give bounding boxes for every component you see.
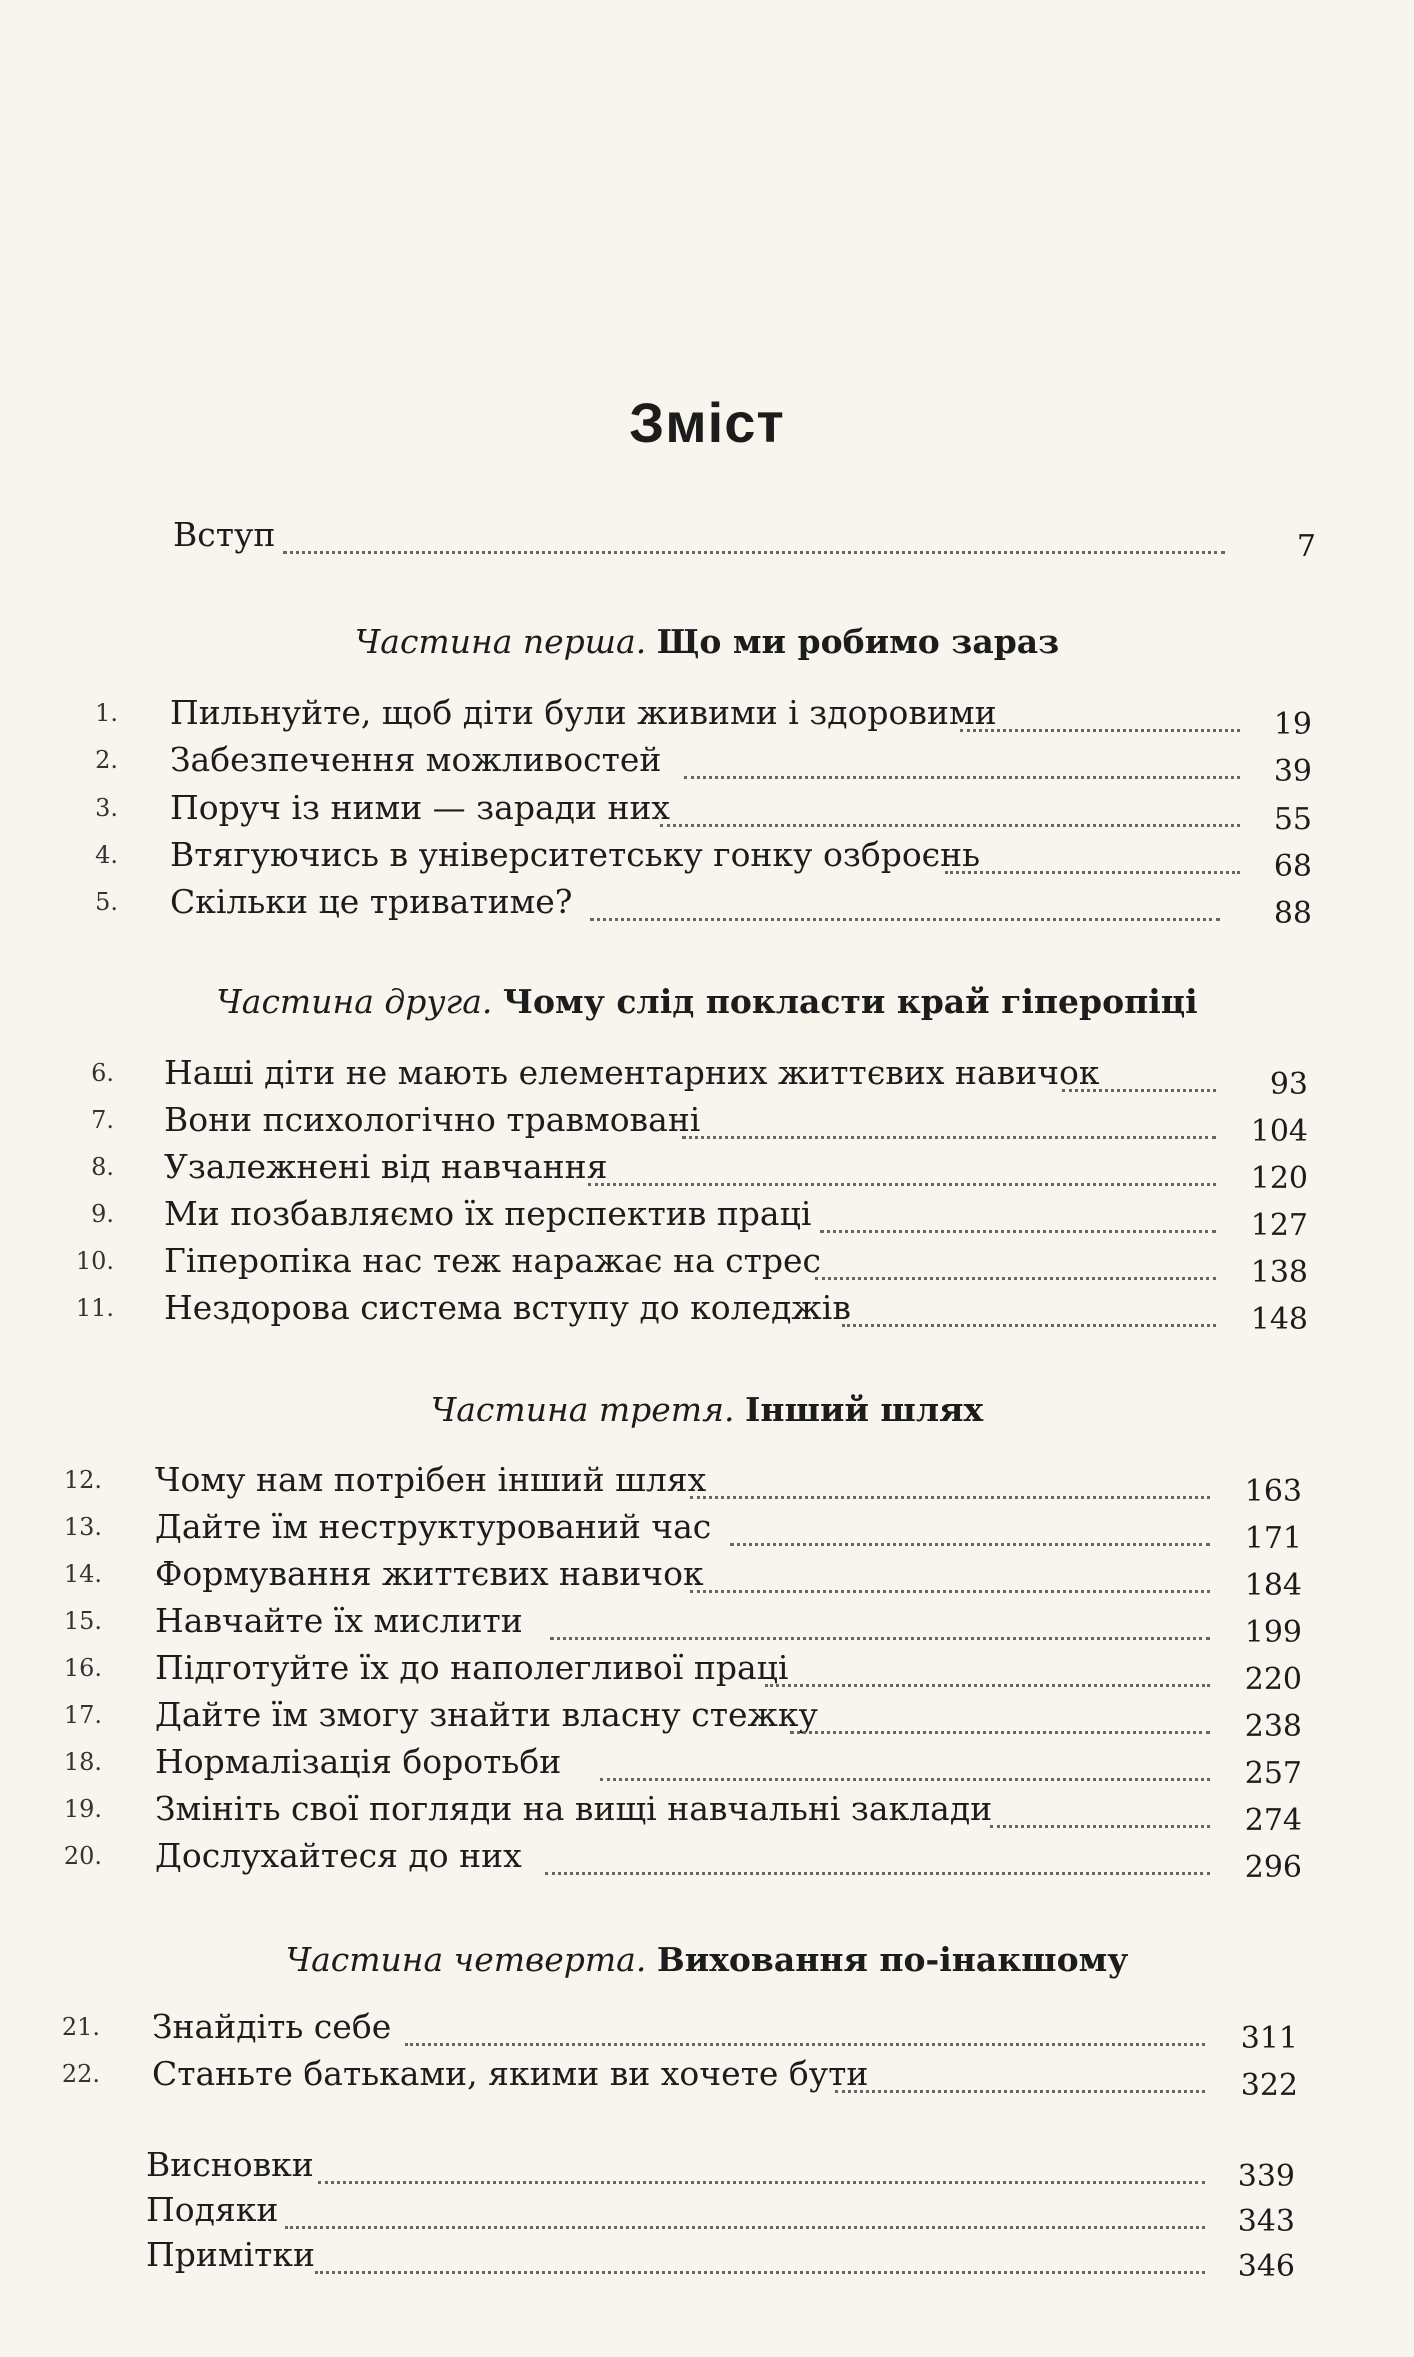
chapter-number: 2. bbox=[95, 746, 118, 774]
chapter-number: 21. bbox=[61, 2013, 100, 2041]
toc-entry[interactable] bbox=[0, 835, 1414, 884]
entry-page: 39 bbox=[1273, 754, 1312, 789]
entry-title: Дослухайтеся до них bbox=[155, 1836, 522, 1875]
dot-leader bbox=[405, 2043, 1205, 2046]
dot-leader bbox=[550, 1637, 1210, 1640]
chapter-number: 1. bbox=[95, 699, 118, 727]
entry-title: Скільки це триватиме? bbox=[170, 882, 573, 921]
entry-page: 199 bbox=[1244, 1615, 1302, 1650]
page-title: Зміст bbox=[629, 391, 785, 454]
entry-title: Чому нам потрібен інший шлях bbox=[155, 1460, 707, 1499]
toc-entry[interactable] bbox=[0, 1194, 1414, 1243]
entry-title: Гіперопіка нас теж наражає на стрес bbox=[164, 1241, 822, 1280]
chapter-number: 11. bbox=[75, 1294, 114, 1322]
dot-leader bbox=[315, 2271, 1205, 2274]
toc-entry[interactable] bbox=[0, 1147, 1414, 1196]
entry-page: 322 bbox=[1240, 2068, 1298, 2103]
dot-leader bbox=[600, 1778, 1210, 1781]
toc-entry-backmatter[interactable] bbox=[0, 2235, 1414, 2284]
entry-title: Дайте їм змогу знайти власну стежку bbox=[155, 1695, 818, 1734]
part-label: Частина четверта. bbox=[285, 1940, 647, 1979]
chapter-number: 4. bbox=[95, 841, 118, 869]
chapter-number: 9. bbox=[91, 1200, 114, 1228]
entry-title: Знайдіть себе bbox=[152, 2007, 392, 2046]
entry-page: 7 bbox=[1296, 529, 1316, 564]
toc-entry[interactable] bbox=[0, 740, 1414, 789]
part-heading bbox=[0, 1940, 1414, 1979]
entry-page: 296 bbox=[1244, 1850, 1302, 1885]
dot-leader bbox=[960, 729, 1240, 732]
entry-title: Поруч із ними — заради них bbox=[170, 788, 671, 827]
entry-title: Змініть свої погляди на вищі навчальні заклади bbox=[155, 1789, 993, 1828]
dot-leader bbox=[945, 871, 1240, 874]
entry-page: 339 bbox=[1237, 2159, 1295, 2194]
chapter-number: 16. bbox=[63, 1654, 102, 1682]
part-label: Частина перша. bbox=[354, 622, 647, 661]
toc-entry-backmatter[interactable] bbox=[0, 2190, 1414, 2239]
toc-entry[interactable] bbox=[0, 1288, 1414, 1337]
toc-entry[interactable] bbox=[0, 1053, 1414, 1102]
chapter-number: 19. bbox=[63, 1795, 102, 1823]
dot-leader bbox=[730, 1543, 1210, 1546]
dot-leader bbox=[690, 1590, 1210, 1593]
dot-leader bbox=[835, 2090, 1205, 2093]
toc-entry[interactable] bbox=[0, 1836, 1414, 1885]
entry-title: Вступ bbox=[173, 515, 276, 554]
entry-title: Висновки bbox=[146, 2145, 314, 2184]
dot-leader bbox=[682, 1136, 1216, 1139]
entry-title: Нездорова система вступу до коледжів bbox=[164, 1288, 851, 1327]
entry-page: 343 bbox=[1237, 2204, 1295, 2239]
chapter-number: 18. bbox=[63, 1748, 102, 1776]
entry-page: 19 bbox=[1273, 707, 1312, 742]
entry-page: 184 bbox=[1244, 1568, 1302, 1603]
toc-entry[interactable] bbox=[0, 1648, 1414, 1697]
entry-title: Примітки bbox=[146, 2235, 315, 2274]
chapter-number: 12. bbox=[63, 1466, 102, 1494]
chapter-number: 8. bbox=[91, 1153, 114, 1181]
chapter-number: 6. bbox=[91, 1059, 114, 1087]
entry-title: Навчайте їх мислити bbox=[155, 1601, 523, 1640]
entry-page: 68 bbox=[1273, 849, 1312, 884]
entry-title: Формування життєвих навичок bbox=[155, 1554, 704, 1593]
dot-leader bbox=[318, 2181, 1205, 2184]
toc-entry[interactable] bbox=[0, 1100, 1414, 1149]
part-name: Інший шлях bbox=[744, 1390, 984, 1429]
dot-leader bbox=[660, 824, 1240, 827]
entry-title: Узалежнені від навчання bbox=[164, 1147, 608, 1186]
part-heading bbox=[0, 982, 1414, 1021]
toc-entry[interactable] bbox=[0, 882, 1414, 931]
part-label: Частина друга. bbox=[216, 982, 493, 1021]
chapter-number: 7. bbox=[91, 1106, 114, 1134]
toc-entry-intro[interactable] bbox=[0, 515, 1414, 564]
entry-page: 171 bbox=[1244, 1521, 1302, 1556]
entry-page: 238 bbox=[1244, 1709, 1302, 1744]
chapter-number: 10. bbox=[75, 1247, 114, 1275]
entry-page: 88 bbox=[1273, 896, 1312, 931]
dot-leader bbox=[790, 1731, 1210, 1734]
part-name: Чому слід покласти край гіперопіці bbox=[502, 982, 1198, 1021]
chapter-number: 17. bbox=[63, 1701, 102, 1729]
toc-entry[interactable] bbox=[0, 1789, 1414, 1838]
dot-leader bbox=[684, 776, 1240, 779]
part-name: Що ми робимо зараз bbox=[656, 622, 1060, 661]
chapter-number: 20. bbox=[63, 1842, 102, 1870]
entry-page: 138 bbox=[1250, 1255, 1308, 1290]
toc-entry[interactable] bbox=[0, 1695, 1414, 1744]
entry-title: Ми позбавляємо їх перспектив праці bbox=[164, 1194, 812, 1233]
toc-entry[interactable] bbox=[0, 1601, 1414, 1650]
dot-leader bbox=[820, 1230, 1216, 1233]
chapter-number: 13. bbox=[63, 1513, 102, 1541]
part-heading bbox=[0, 1390, 1414, 1429]
entry-page: 220 bbox=[1244, 1662, 1302, 1697]
part-label: Частина третя. bbox=[430, 1390, 735, 1429]
entry-page: 93 bbox=[1269, 1067, 1308, 1102]
entry-page: 163 bbox=[1244, 1474, 1302, 1509]
dot-leader bbox=[545, 1872, 1210, 1875]
entry-title: Наші діти не мають елементарних життєвих навичок bbox=[164, 1053, 1100, 1092]
entry-title: Вони психологічно травмовані bbox=[164, 1100, 701, 1139]
toc-entry[interactable] bbox=[0, 1241, 1414, 1290]
dot-leader bbox=[842, 1324, 1216, 1327]
toc-entry[interactable] bbox=[0, 2007, 1414, 2056]
dot-leader bbox=[588, 1183, 1216, 1186]
dot-leader bbox=[690, 1496, 1210, 1499]
entry-title: Нормалізація боротьби bbox=[155, 1742, 562, 1781]
entry-page: 257 bbox=[1244, 1756, 1302, 1791]
dot-leader bbox=[590, 918, 1220, 921]
entry-title: Втягуючись в університетську гонку озброєнь bbox=[170, 835, 981, 874]
entry-page: 311 bbox=[1240, 2021, 1298, 2056]
toc-entry[interactable] bbox=[0, 1507, 1414, 1556]
dot-leader bbox=[815, 1277, 1216, 1280]
chapter-number: 3. bbox=[95, 794, 118, 822]
chapter-number: 15. bbox=[63, 1607, 102, 1635]
entry-page: 346 bbox=[1237, 2249, 1295, 2284]
dot-leader bbox=[990, 1825, 1210, 1828]
part-name: Виховання по-інакшому bbox=[656, 1940, 1129, 1979]
entry-title: Дайте їм неструктурований час bbox=[155, 1507, 712, 1546]
dot-leader bbox=[283, 551, 1225, 554]
dot-leader bbox=[1062, 1089, 1216, 1092]
toc-entry[interactable] bbox=[0, 1742, 1414, 1791]
toc-entry[interactable] bbox=[0, 788, 1414, 837]
toc-entry-backmatter[interactable] bbox=[0, 2145, 1414, 2194]
entry-title: Станьте батьками, якими ви хочете бути bbox=[152, 2054, 869, 2093]
entry-title: Пильнуйте, щоб діти були живими і здоровими bbox=[170, 693, 997, 732]
entry-page: 274 bbox=[1244, 1803, 1302, 1838]
toc-entry[interactable] bbox=[0, 1554, 1414, 1603]
entry-page: 127 bbox=[1250, 1208, 1308, 1243]
chapter-number: 22. bbox=[61, 2060, 100, 2088]
toc-entry[interactable] bbox=[0, 1460, 1414, 1509]
dot-leader bbox=[765, 1684, 1210, 1687]
part-heading bbox=[0, 622, 1414, 661]
chapter-number: 14. bbox=[63, 1560, 102, 1588]
entry-page: 55 bbox=[1273, 802, 1312, 837]
entry-page: 104 bbox=[1250, 1114, 1308, 1149]
toc-entry[interactable] bbox=[0, 2054, 1414, 2103]
chapter-number: 5. bbox=[95, 888, 118, 916]
entry-title: Підготуйте їх до наполегливої праці bbox=[155, 1648, 789, 1687]
entry-page: 148 bbox=[1250, 1302, 1308, 1337]
toc-entry[interactable] bbox=[0, 693, 1414, 742]
entry-title: Забезпечення можливостей bbox=[170, 740, 662, 779]
dot-leader bbox=[285, 2226, 1205, 2229]
entry-title: Подяки bbox=[146, 2190, 279, 2229]
entry-page: 120 bbox=[1250, 1161, 1308, 1196]
